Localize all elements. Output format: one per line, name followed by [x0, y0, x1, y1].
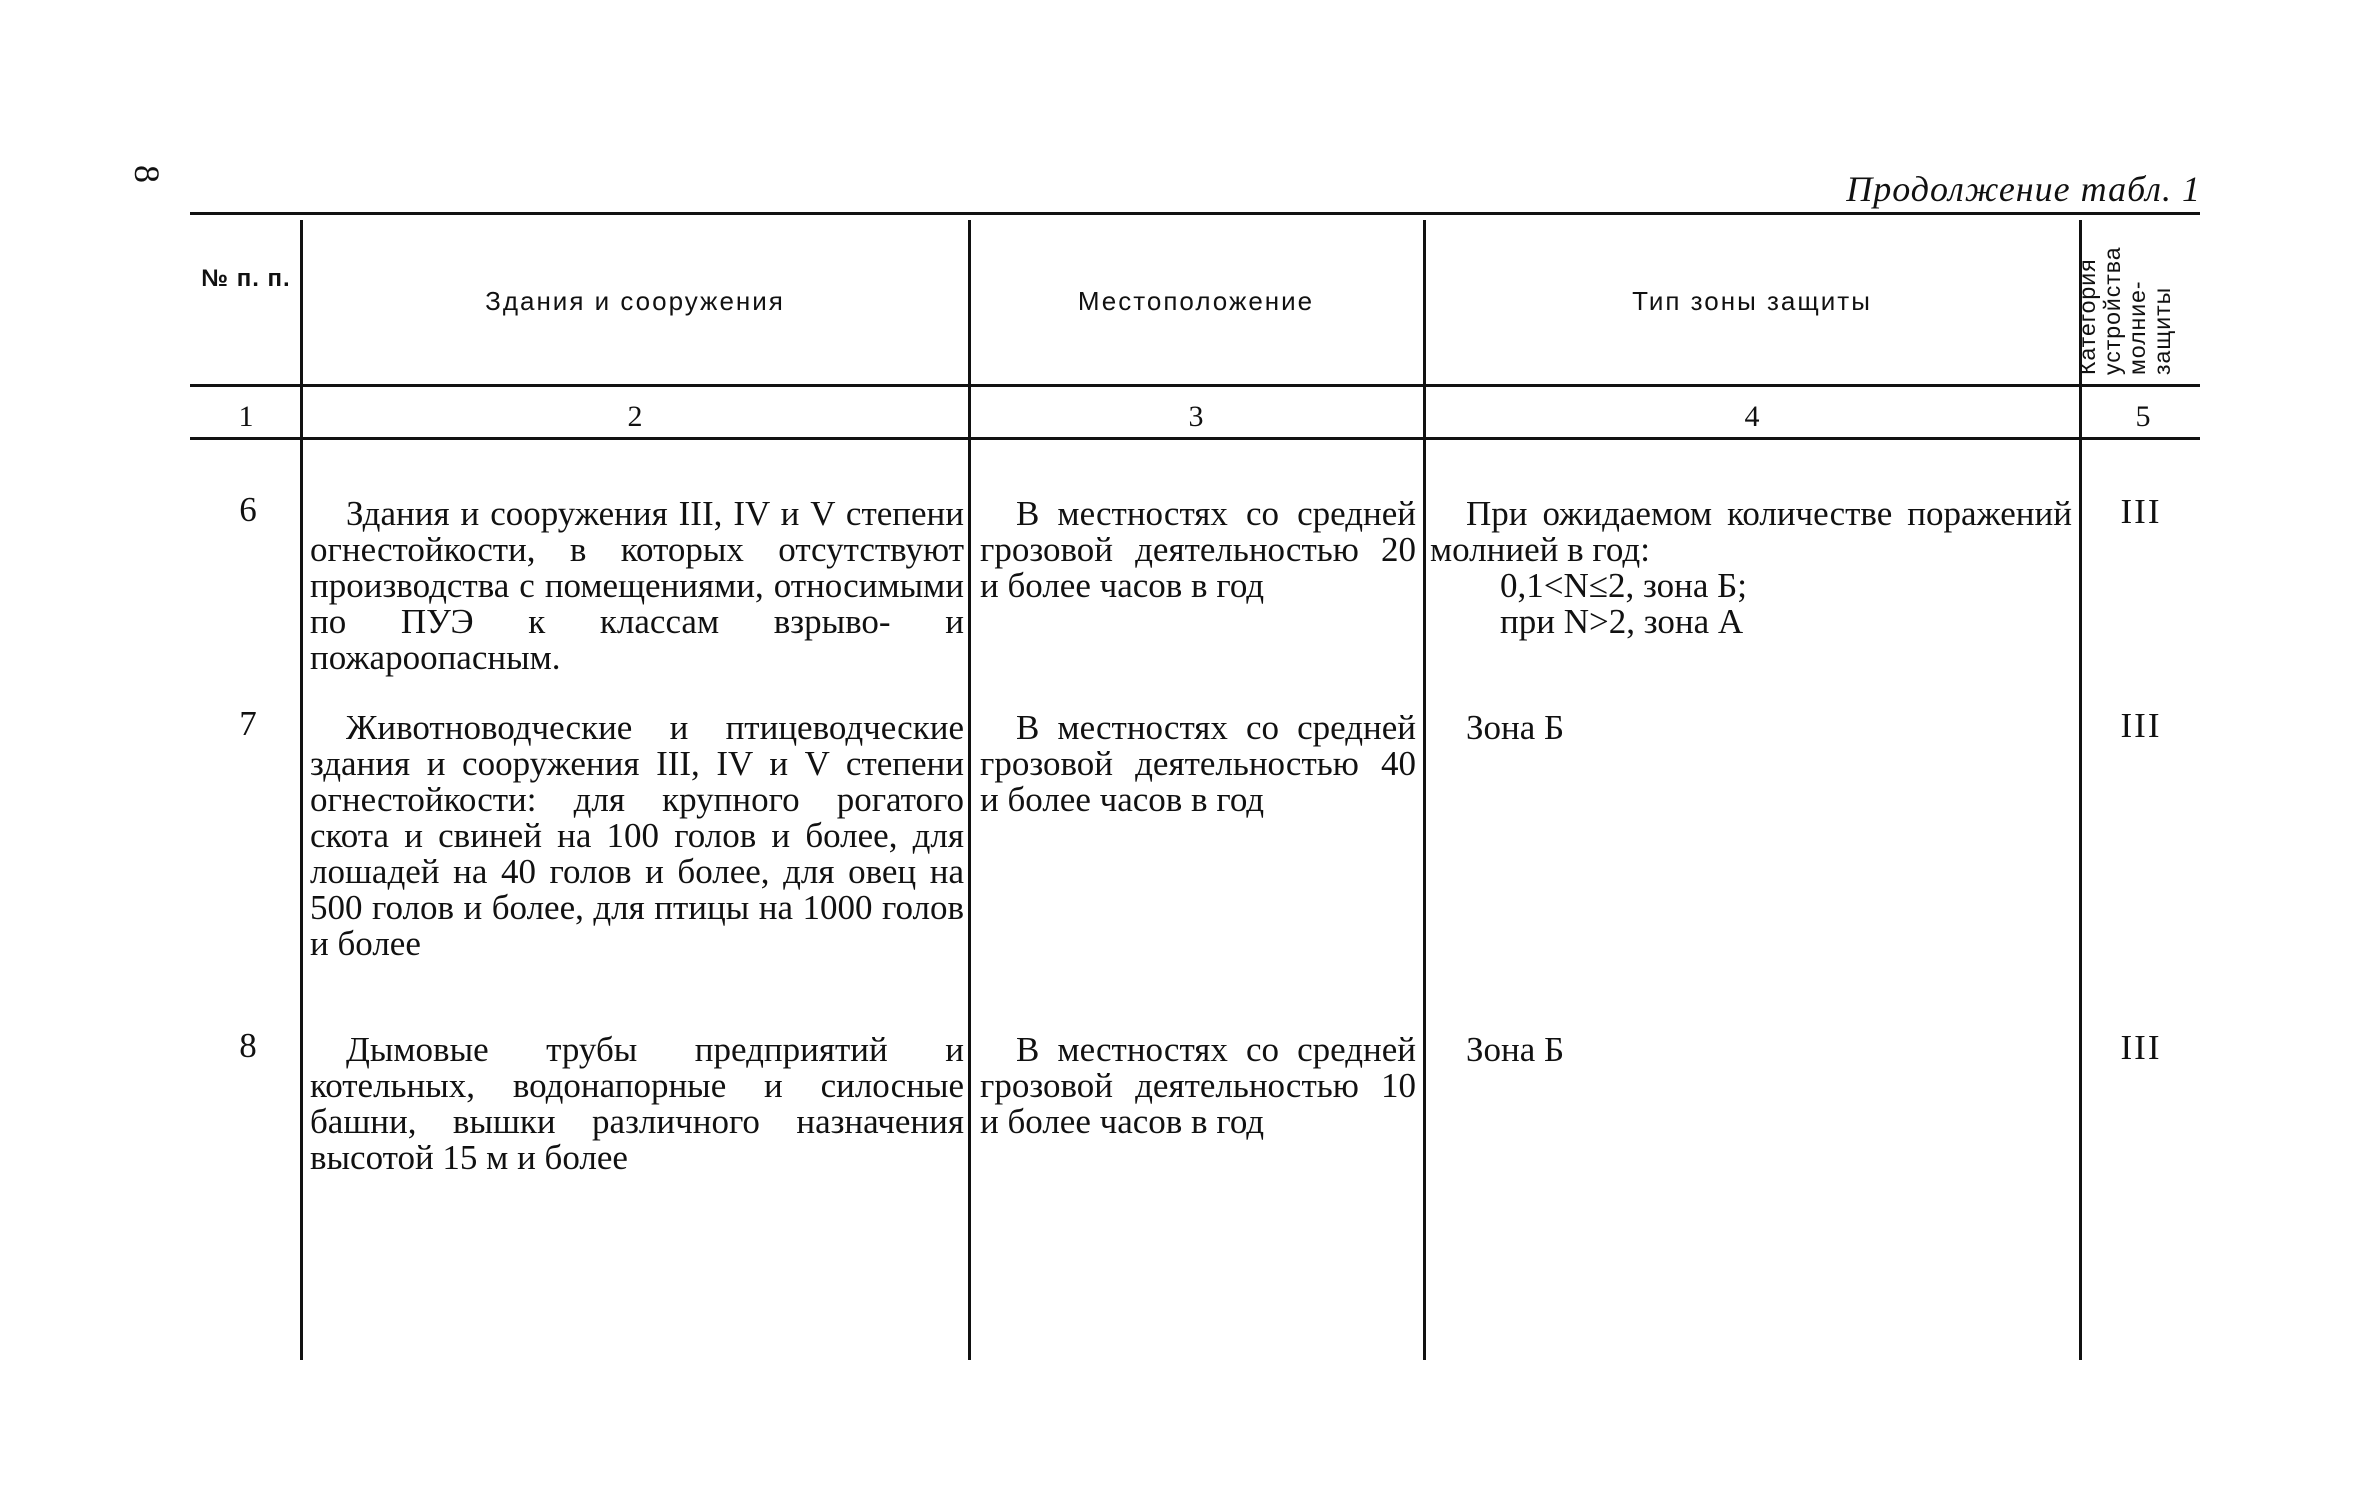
row-7-location	[980, 710, 1416, 818]
column-numbers-bottom-rule	[190, 437, 2200, 440]
row-6-location-text: В местностях со средней грозовой деятельностью 20 и более часов в год	[980, 494, 1416, 605]
column-divider-2	[968, 220, 971, 1360]
row-7-buildings-text: Животноводческие и птицеводческие здания и сооружения III, IV и V степени огнестойкости: для крупного рогатого скота и свиней на 100 голов и более, для лошадей на 40 голов и более, для овец на 500 голов и более, для птицы на 1000 голов и более	[310, 708, 964, 963]
column-divider-4	[2079, 220, 2082, 1360]
row-8-location-text: В местностях со средней грозовой деятельностью 10 и более часов в год	[980, 1030, 1416, 1141]
row-7-buildings	[310, 710, 964, 962]
row-7-location-text: В местностях со средней грозовой деятельностью 40 и более часов в год	[980, 708, 1416, 819]
row-8-buildings-text: Дымовые трубы предприятий и котельных, водонапорные и силосные башни, вышки различного назначения высотой 15 м и более	[310, 1030, 964, 1177]
row-7-category: III	[2120, 706, 2162, 745]
page-number: 8	[127, 165, 167, 183]
column-number-2: 2	[627, 400, 643, 433]
row-8-buildings	[310, 1032, 964, 1176]
row-8-location	[980, 1032, 1416, 1140]
column-number-1: 1	[238, 400, 254, 433]
row-6-buildings-text: Здания и сооружения III, IV и V степени огнестойкости, в которых отсутствуют производства с помещениями, относимыми по ПУЭ к классам взрыво- и пожароопасным.	[310, 494, 964, 677]
column-divider-3	[1423, 220, 1426, 1360]
column-number-5: 5	[2135, 400, 2151, 433]
row-6-zone-line1: 0,1<N≤2, зона Б;	[1500, 566, 1747, 605]
header-category: Категория устройства молние-защиты	[2074, 246, 2175, 375]
row-8-zone	[1430, 1032, 2072, 1068]
row-7-zone	[1430, 710, 2072, 746]
table-caption: Продолжение табл. 1	[1846, 169, 2201, 209]
row-6-zone-intro: При ожидаемом количестве поражений молнией в год:	[1430, 494, 2072, 569]
row-6-zone	[1430, 496, 2072, 640]
row-6-location	[980, 496, 1416, 604]
row-7-number: 7	[239, 704, 257, 743]
row-6-category: III	[2120, 492, 2162, 531]
header-bottom-rule	[190, 384, 2200, 387]
row-8-category: III	[2120, 1028, 2162, 1067]
row-7-zone-text: Зона Б	[1466, 708, 1565, 747]
header-zone-type: Тип зоны защиты	[1632, 286, 1872, 316]
row-6-buildings	[310, 496, 964, 676]
row-6-number: 6	[239, 490, 257, 529]
row-8-number: 8	[239, 1026, 257, 1065]
row-6-zone-line2: при N>2, зона А	[1500, 602, 1744, 641]
row-8-zone-text: Зона Б	[1466, 1030, 1565, 1069]
header-location: Местоположение	[1077, 286, 1315, 316]
column-divider-1	[300, 220, 303, 1360]
column-number-3: 3	[1188, 400, 1204, 433]
column-number-4: 4	[1744, 400, 1760, 433]
header-buildings: Здания и сооружения	[485, 286, 785, 316]
table-top-rule	[190, 212, 2200, 215]
header-num: № п. п.	[201, 265, 291, 292]
